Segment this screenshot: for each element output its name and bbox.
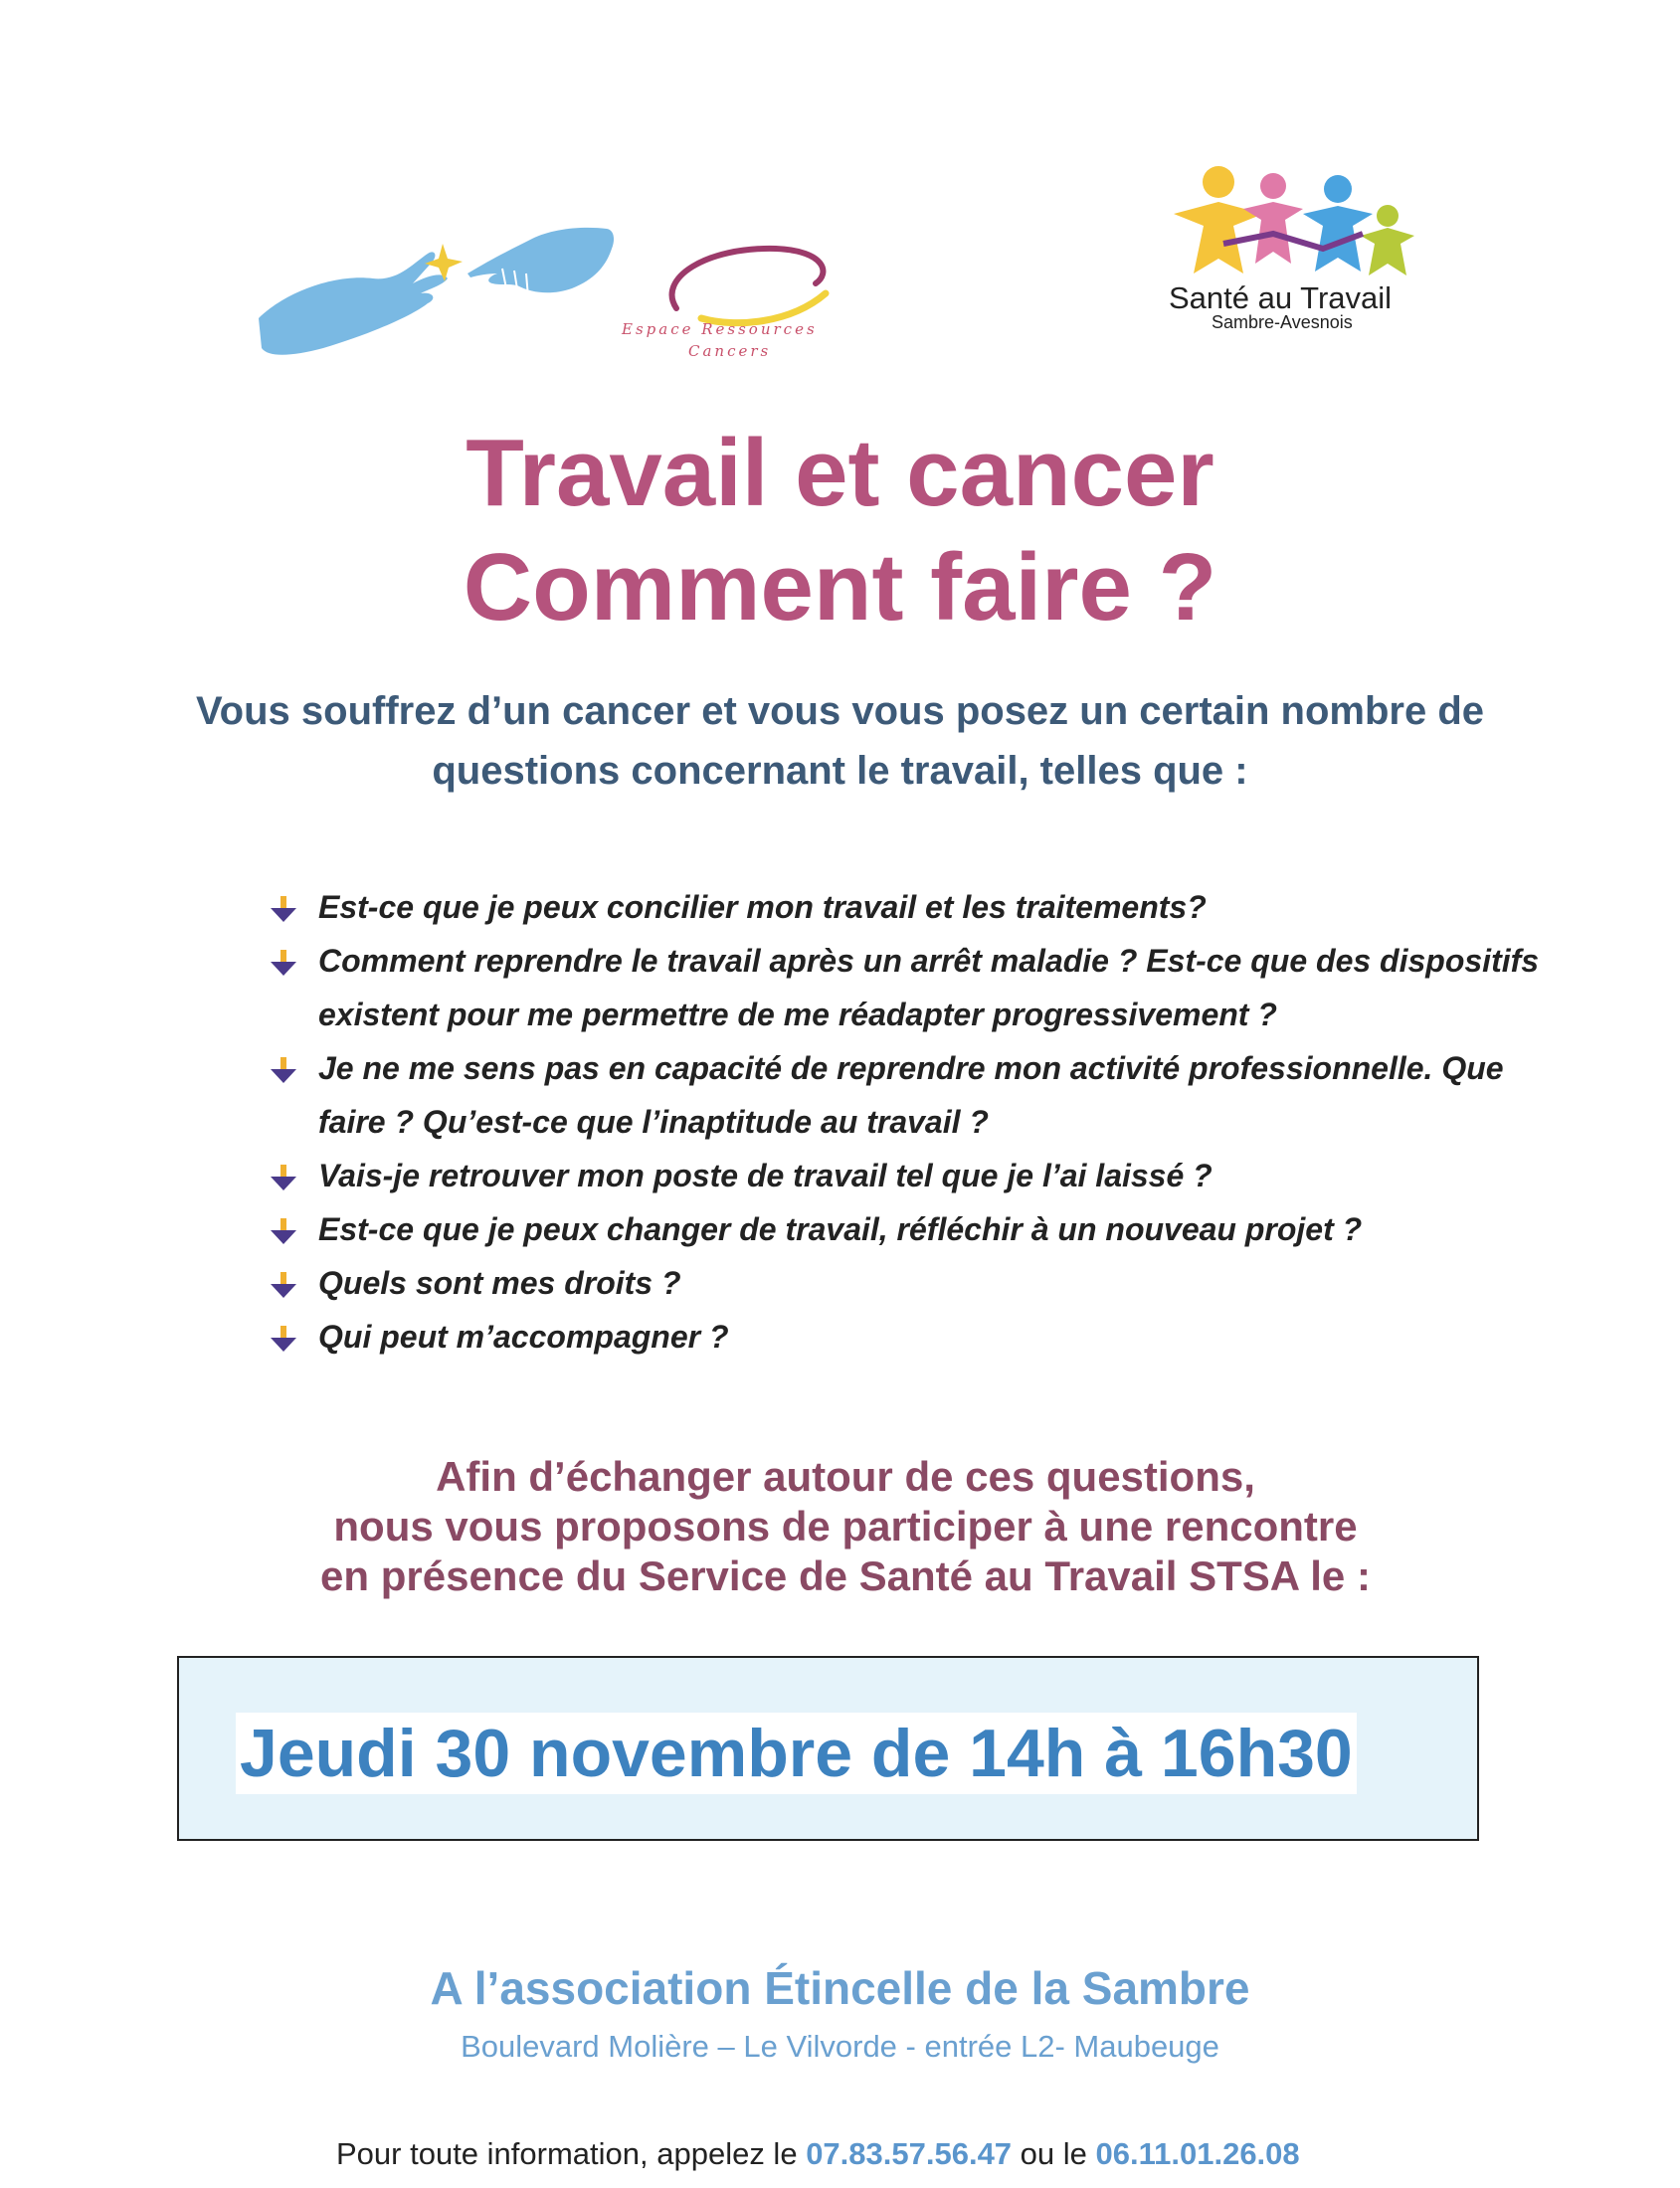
phone-number-2[interactable]: 06.11.01.26.08 [1095,2136,1300,2171]
question-item [267,880,1560,934]
invite-line-1: Afin d’échanger autour de ces questions, [436,1453,1255,1500]
arrow-down-bullet-icon [269,1216,298,1246]
espace-logo-line2: Cancers [688,342,772,360]
arrow-down-bullet-icon [269,894,298,924]
question-item [267,1041,1560,1149]
venue-address: Boulevard Molière – Le Vilvorde - entrée L2- Maubeuge [461,2029,1219,2064]
arrow-down-bullet-icon [269,948,298,978]
question-text: Est-ce que je peux concilier mon travail et les traitements? [318,889,1207,925]
phone-number-1[interactable]: 07.83.57.56.47 [806,2136,1013,2171]
question-item [267,1202,1560,1256]
question-item [267,1256,1560,1310]
question-text: Vais-je retrouver mon poste de travail tel que je l’ai laissé ? [318,1158,1213,1193]
contact-line [336,2136,1300,2172]
question-text: Qui peut m’accompagner ? [318,1319,729,1355]
question-item [267,1310,1560,1364]
question-text: Je ne me sens pas en capacité de reprendre mon activité professionnelle. Que faire ? Qu’est-ce que l’inaptitude au travail ? [318,1050,1504,1140]
question-text: Quels sont mes droits ? [318,1265,681,1301]
sante-logo-title: Santé au Travail [1169,280,1393,315]
arrow-down-bullet-icon [269,1324,298,1354]
arrow-down-bullet-icon [269,1055,298,1085]
venue-name: A l’association Étincelle de la Sambre [430,1962,1250,2014]
question-text: Est-ce que je peux changer de travail, réfléchir à un nouveau projet ? [318,1211,1363,1247]
invite-line-3: en présence du Service de Santé au Travail STSA le : [320,1552,1371,1599]
arrow-down-bullet-icon [269,1163,298,1192]
question-text: Comment reprendre le travail après un arrêt maladie ? Est-ce que des dispositifs existent pour me permettre de me réadapter progressivement ? [318,943,1540,1032]
question-item [267,1149,1560,1202]
event-date: Jeudi 30 novembre de 14h à 16h30 [236,1713,1357,1794]
intro-line-2: questions concernant le travail, telles que : [432,749,1248,793]
arrow-down-bullet-icon [269,1270,298,1300]
contact-middle: ou le [1012,2136,1096,2171]
invite-line-2: nous vous proposons de participer à une rencontre [333,1503,1358,1550]
question-list [267,880,1560,1364]
contact-prefix: Pour toute information, appelez le [336,2136,807,2171]
title-line-2: Comment faire ? [463,534,1217,640]
title-line-1: Travail et cancer [466,420,1214,526]
hands-logo [254,224,622,373]
intro-line-1: Vous souffrez d’un cancer et vous vous posez un certain nombre de [195,689,1485,733]
question-item [267,934,1560,1041]
espace-logo-line1: Espace Ressources [622,320,818,338]
sante-logo-subtitle: Sambre-Avesnois [1212,312,1353,332]
